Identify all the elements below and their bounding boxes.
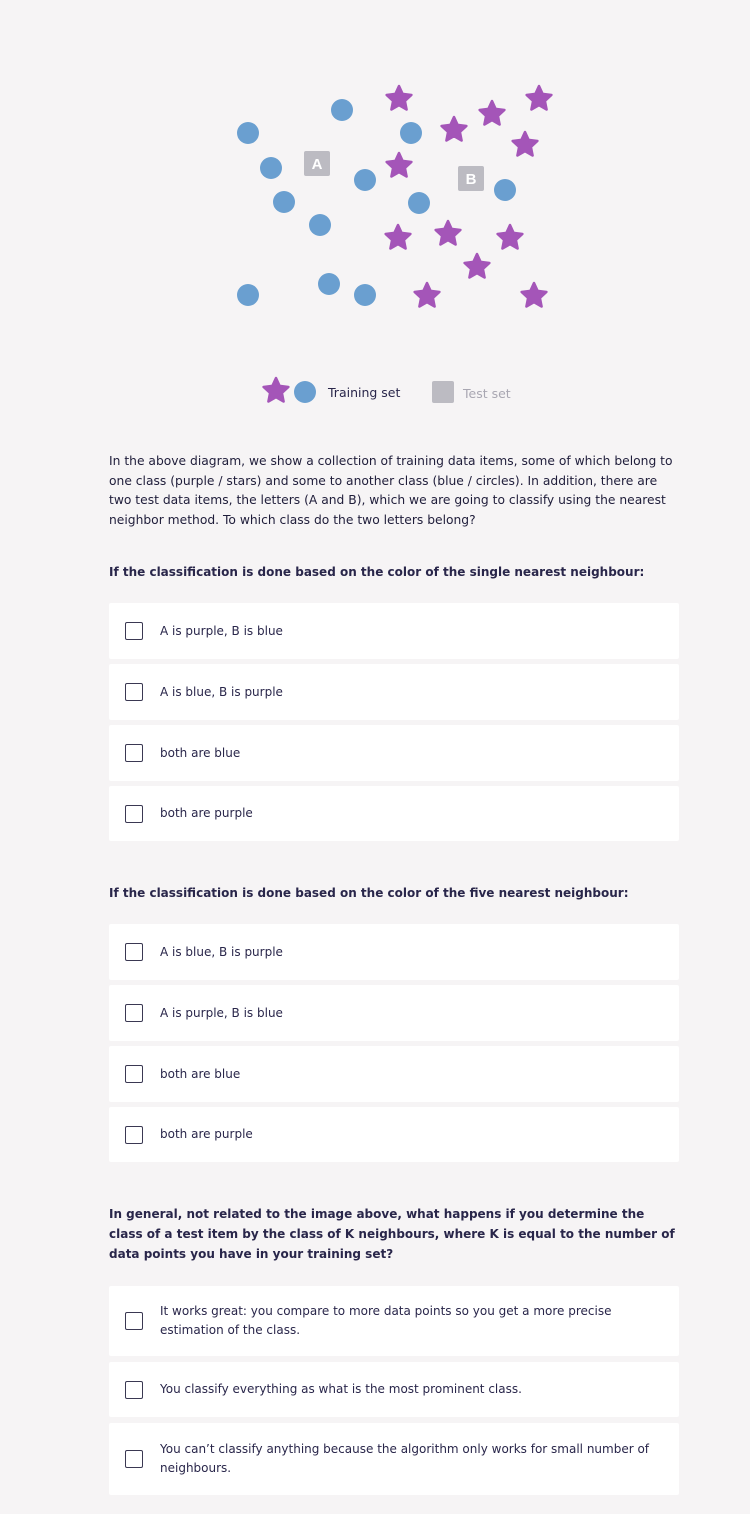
checkbox[interactable]	[125, 805, 143, 823]
checkbox[interactable]	[125, 622, 143, 640]
checkbox[interactable]	[125, 744, 143, 762]
purple-star	[415, 283, 440, 307]
blue-circle	[408, 192, 430, 214]
q2-option-2[interactable]	[109, 985, 679, 1041]
purple-star	[498, 225, 523, 249]
checkbox[interactable]	[125, 943, 143, 961]
purple-star	[436, 221, 461, 245]
legend-test-label: Test set	[463, 386, 511, 401]
legend-square-icon	[432, 381, 454, 403]
option-label: You can’t classify anything because the algorithm only works for small number of neighbours.	[160, 1442, 650, 1475]
blue-circle	[260, 157, 282, 179]
knn-diagram	[0, 0, 750, 420]
q1-option-3[interactable]	[109, 725, 679, 781]
legend	[264, 378, 511, 403]
blue-circle	[318, 273, 340, 295]
blue-circle	[309, 214, 331, 236]
q2-option-3[interactable]	[109, 1046, 679, 1102]
checkbox[interactable]	[125, 1381, 143, 1399]
option-label: both are purple	[160, 1127, 253, 1141]
blue-circle	[273, 191, 295, 213]
intro-text: In the above diagram, we show a collection of training data items, some of which belong to one class (purple / stars) and some to another class (blue / circles). In addition, there are two test data items, the letters (A and B), which we are going to classify using the nearest neighbor method. To which class do the two letters belong?	[109, 454, 673, 527]
blue-circle	[354, 169, 376, 191]
option-label: both are purple	[160, 806, 253, 820]
q1-option-4[interactable]	[109, 786, 679, 841]
question-1: If the classification is done based on the color of the single nearest neighbour:	[109, 565, 645, 579]
purple-star	[527, 86, 552, 110]
q3-option-2[interactable]	[109, 1362, 679, 1417]
purple-star	[387, 86, 412, 110]
purple-star	[465, 254, 490, 278]
checkbox[interactable]	[125, 1065, 143, 1083]
purple-star	[522, 283, 547, 307]
checkbox[interactable]	[125, 1312, 143, 1330]
option-label: A is blue, B is purple	[160, 684, 283, 699]
q2-option-4[interactable]	[109, 1107, 679, 1162]
checkbox[interactable]	[125, 683, 143, 701]
option-label: You classify everything as what is the most prominent class.	[160, 1382, 522, 1396]
blue-circle	[494, 179, 516, 201]
legend-star-icon	[264, 378, 289, 402]
question-3: In general, not related to the image above, what happens if you determine the class of a test item by the class of K neighbours, where K is equal to the number of data points you have in your training set?	[109, 1207, 675, 1261]
legend-circle-icon	[294, 381, 316, 403]
purple-star	[513, 132, 538, 156]
blue-circle	[400, 122, 422, 144]
purple-star	[386, 225, 411, 249]
test-label-b: B	[465, 171, 477, 188]
blue-circle	[237, 284, 259, 306]
q1-option-2[interactable]	[109, 664, 679, 720]
q1-option-1[interactable]	[109, 603, 679, 659]
option-label: A is blue, B is purple	[160, 944, 283, 959]
q3-option-1[interactable]	[109, 1286, 679, 1356]
test-label-a: A	[311, 156, 323, 173]
question-2: If the classification is done based on the color of the five nearest neighbour:	[109, 886, 629, 900]
test-item-b	[458, 166, 484, 191]
q3-option-3[interactable]	[109, 1423, 679, 1495]
checkbox[interactable]	[125, 1450, 143, 1468]
blue-circle	[354, 284, 376, 306]
option-label: A is purple, B is blue	[160, 1005, 283, 1020]
option-label: both are blue	[160, 1066, 241, 1081]
test-item-a	[304, 151, 330, 176]
option-label: A is purple, B is blue	[160, 623, 283, 638]
legend-training-label: Training set	[328, 385, 401, 400]
checkbox[interactable]	[125, 1004, 143, 1022]
blue-circle	[237, 122, 259, 144]
purple-star	[387, 153, 412, 177]
purple-star	[442, 117, 467, 141]
checkbox[interactable]	[125, 1126, 143, 1144]
option-label: It works great: you compare to more data points so you get a more precise estimation of the class.	[160, 1304, 612, 1337]
blue-circle	[331, 99, 353, 121]
purple-star	[480, 101, 505, 125]
option-label: both are blue	[160, 745, 241, 760]
q2-option-1[interactable]	[109, 924, 679, 980]
